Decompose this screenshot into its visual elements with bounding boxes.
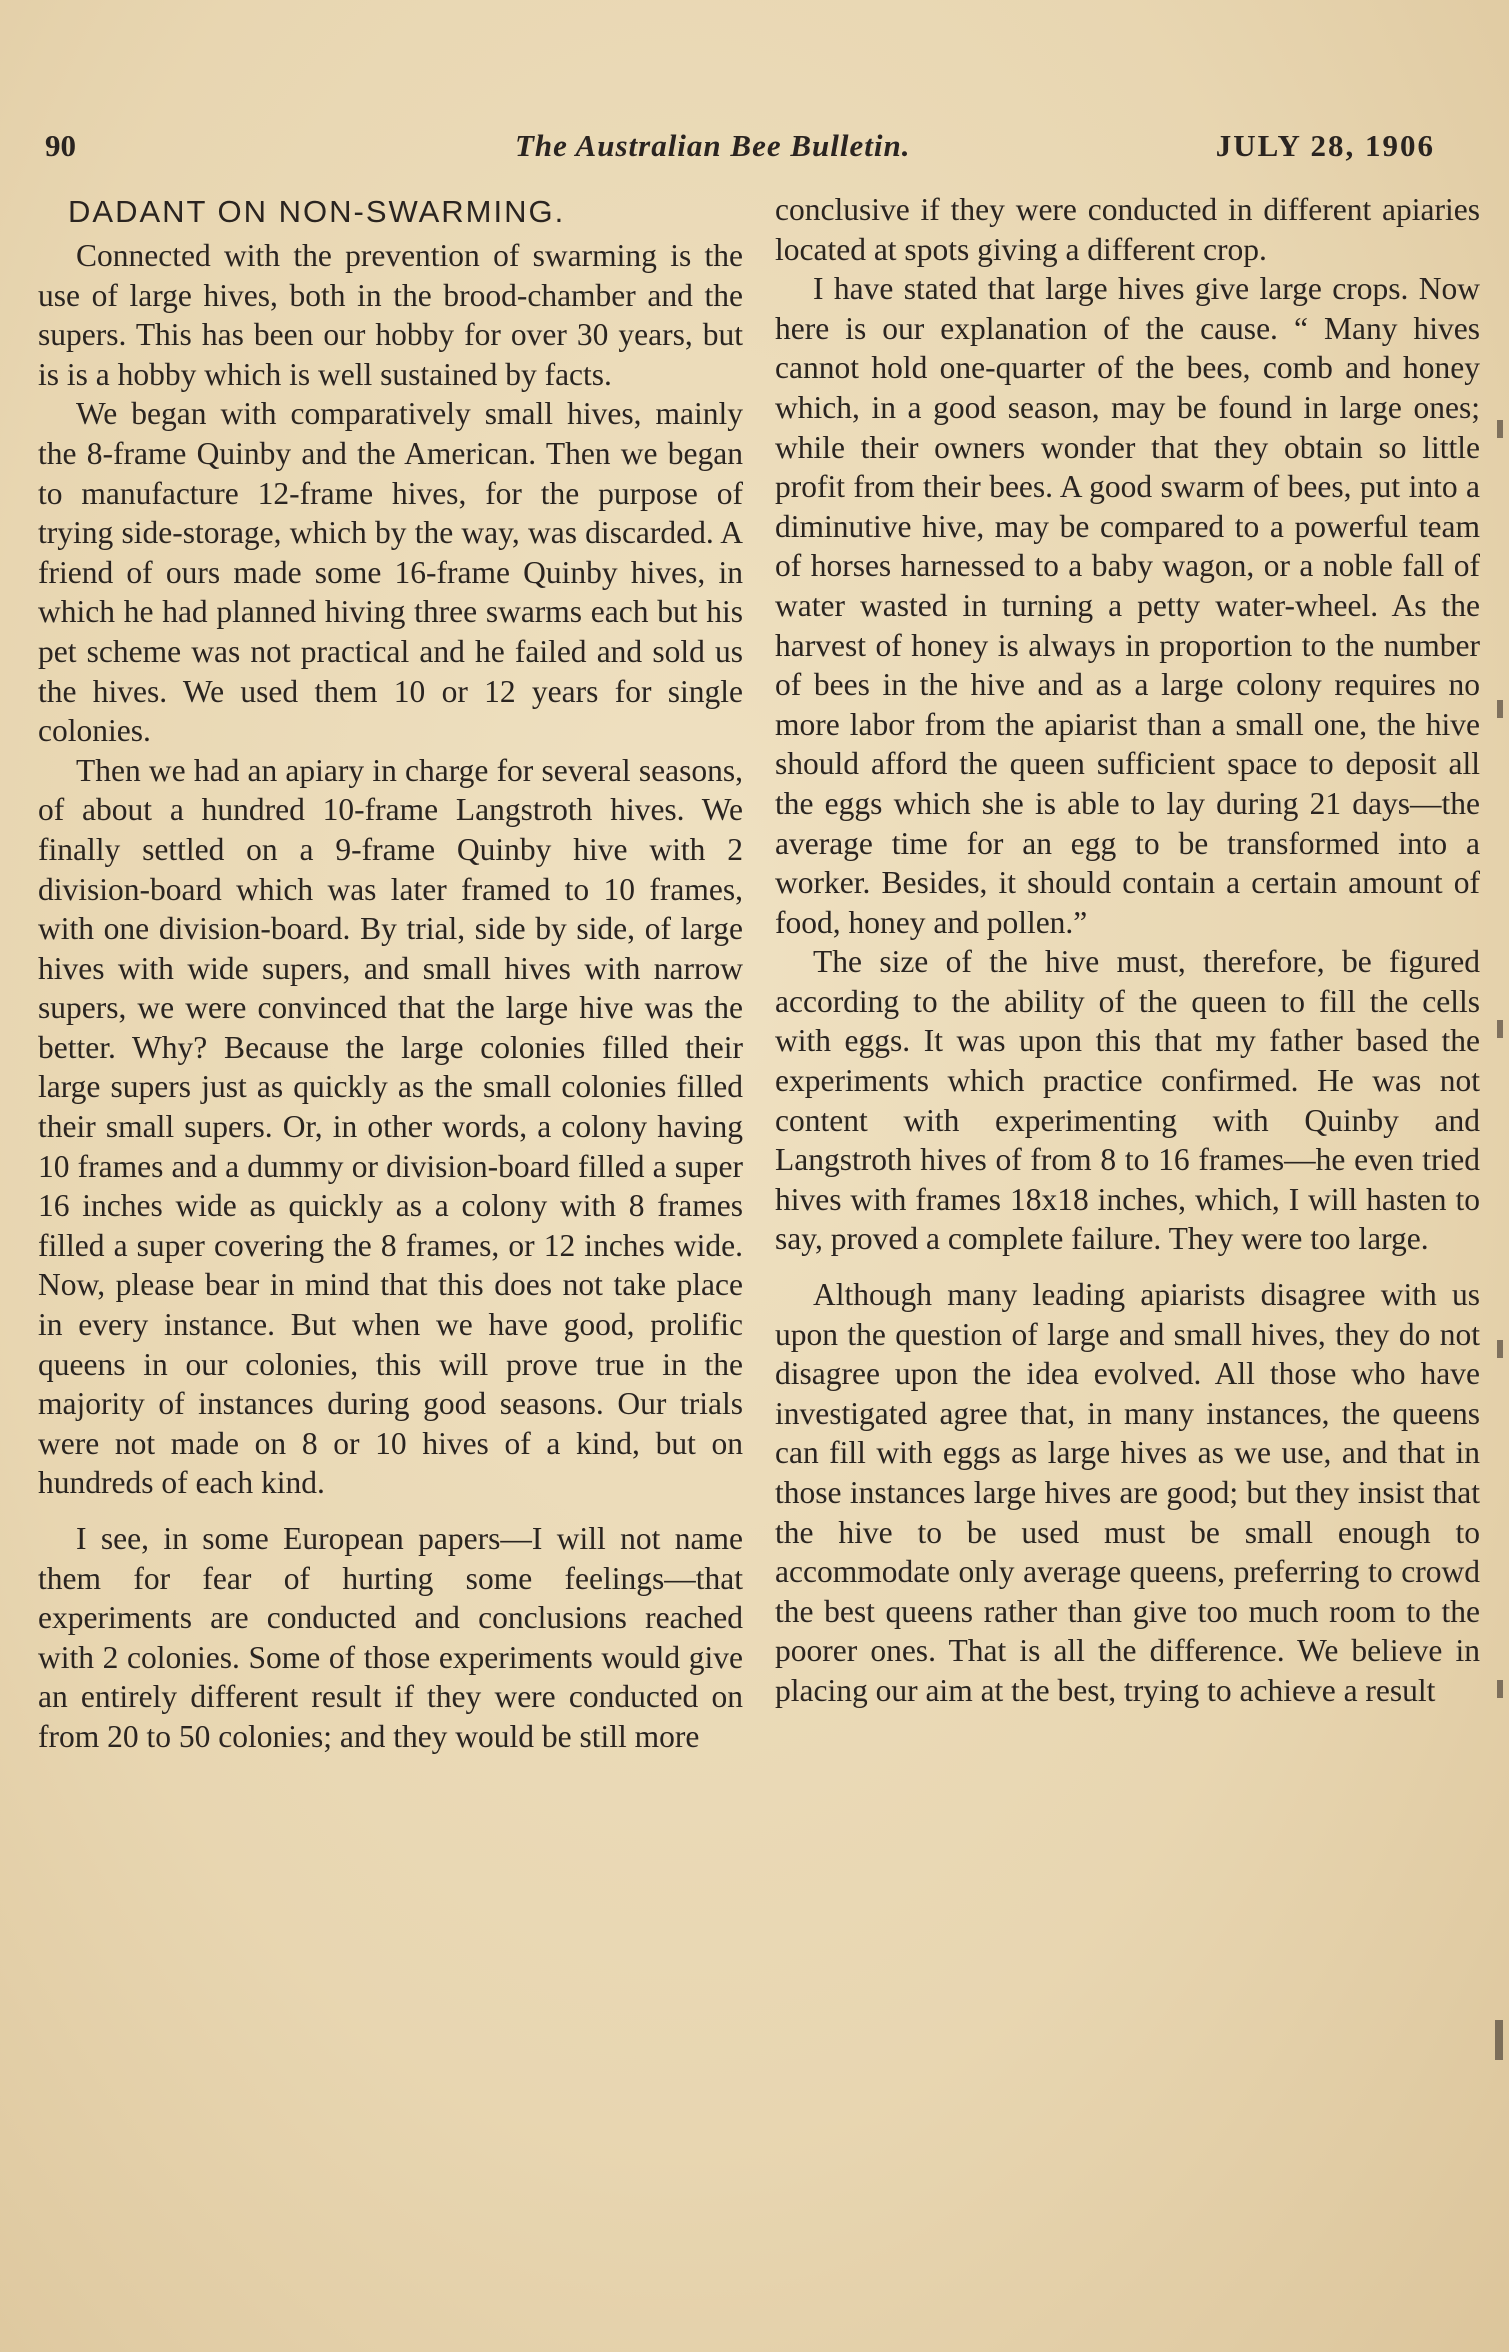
binding-edge-marks <box>1489 380 1503 2280</box>
edge-mark <box>1495 2020 1503 2060</box>
page-header <box>45 128 1435 174</box>
left-column <box>38 190 743 1757</box>
journal-title: The Australian Bee Bulletin. <box>515 128 911 163</box>
edge-mark <box>1497 420 1503 438</box>
paragraph: I see, in some European papers—I will not name them for fear of hurting some feelings—that experiments are conducted and conclusions reached with 2 colonies. Some of those experiments would give an entirely different result if they were conducted on from 20 to 50 colonies; and they would be still more <box>38 1521 743 1754</box>
right-column <box>775 190 1480 1711</box>
edge-mark <box>1497 700 1503 718</box>
edge-mark <box>1497 1020 1503 1038</box>
issue-date: JULY 28, 1906 <box>1215 128 1435 163</box>
page-number: 90 <box>45 128 76 163</box>
article-title: DADANT ON NON-SWARMING. <box>68 194 566 229</box>
paragraph: Then we had an apiary in charge for several seasons, of about a hundred 10-frame Langstroth hives. We finally settled on a 9-frame Quinby hive with 2 division-board which was later framed to 10 frames, with one division-board. By trial, side by side, of large hives with wide supers, and small hives with narrow supers, we were convinced that the large hive was the better. Why? Because the large colonies filled their large supers just as quickly as the small colonies filled their small supers. Or, in other words, a colony having 10 frames and a dummy or division-board filled a super 16 inches wide as quickly as a colony with 8 frames filled a super covering the 8 frames, or 12 inches wide. Now, please bear in mind that this does not take place in every instance. But when we have good, prolific queens in our colonies, this will prove true in the majority of instances during good seasons. Our trials were not made on 8 or 10 hives of a kind, but on hundreds of each kind. <box>38 752 743 1501</box>
edge-mark <box>1497 1340 1503 1358</box>
paragraph: We began with comparatively small hives, mainly the 8-frame Quinby and the American. Then we began to manufacture 12-frame hives, for the purpose of trying side-storage, which by the way, was discarded. A friend of ours made some 16-frame Quinby hives, in which he had planned hiving three swarms each but his pet scheme was not practical and he failed and sold us the hives. We used them 10 or 12 years for single colonies. <box>38 396 743 749</box>
paragraph: Connected with the prevention of swarming is the use of large hives, both in the brood-chamber and the supers. This has been our hobby for over 30 years, but is is a hobby which is well sustained by facts. <box>38 238 743 392</box>
paragraph: I have stated that large hives give large crops. Now here is our explanation of the cause. “ Many hives cannot hold one-quarter of the bees, comb and honey which, in a good season, may be found in large ones; while their owners wonder that they obtain so little profit from their bees. A good swarm of bees, put into a diminutive hive, may be compared to a powerful team of horses harnessed to a baby wagon, or a noble fall of water wasted in turning a petty water-wheel. As the harvest of honey is always in proportion to the number of bees in the hive and as a large colony requires no more labor from the apiarist than a small one, the hive should afford the queen sufficient space to deposit all the eggs which she is able to lay during 21 days—the average time for an egg to be transformed into a worker. Besides, it should contain a certain amount of food, honey and pollen.” <box>775 271 1480 940</box>
edge-mark <box>1497 1680 1503 1698</box>
paragraph: conclusive if they were conducted in different apiaries located at spots giving a different crop. <box>775 192 1480 267</box>
paragraph: The size of the hive must, therefore, be figured according to the ability of the queen to fill the cells with eggs. It was upon this that my father based the experiments which practice confirmed. He was not content with experimenting with Quinby and Langstroth hives of from 8 to 16 frames—he even tried hives with frames 18x18 inches, which, I will hasten to say, proved a complete failure. They were too large. <box>775 944 1480 1257</box>
paragraph: Although many leading apiarists disagree with us upon the question of large and small hives, they do not disagree upon the idea evolved. All those who have investigated agree that, in many instances, the queens can fill with eggs as large hives as we use, and that in those instances large hives are good; but they insist that the hive to be used must be small enough to accommodate only average queens, preferring to crowd the best queens rather than give too much room to the poorer ones. That is all the difference. We believe in placing our aim at the best, trying to achieve a result <box>775 1277 1480 1708</box>
